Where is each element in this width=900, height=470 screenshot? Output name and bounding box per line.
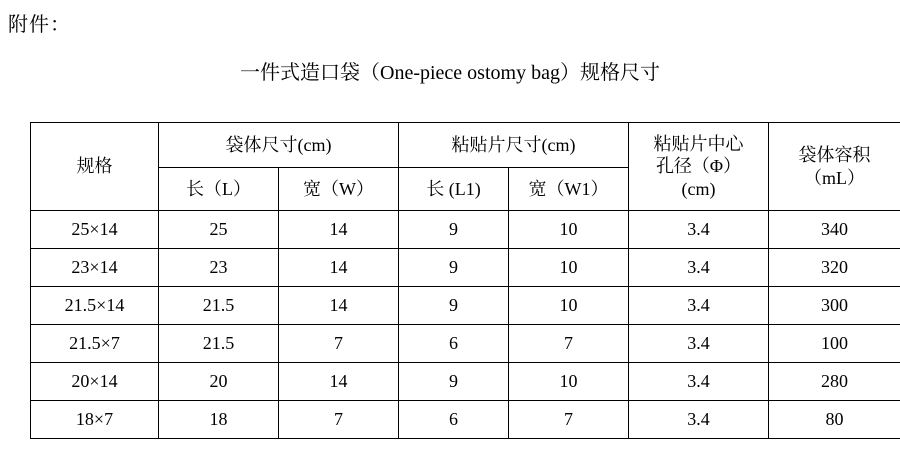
cell-spec: 18×7 — [31, 401, 159, 439]
table-header — [31, 123, 900, 211]
cell-width-w: 14 — [279, 287, 399, 325]
header-center-hole-line1: 粘贴片中心 — [653, 133, 744, 154]
cell-width-w: 14 — [279, 211, 399, 249]
cell-width-w: 14 — [279, 249, 399, 287]
cell-capacity: 300 — [769, 287, 900, 325]
cell-center-hole: 3.4 — [629, 401, 769, 439]
header-length-l1: 长 (L1) — [399, 168, 509, 211]
cell-length-l1: 9 — [399, 287, 509, 325]
table-row — [31, 325, 900, 363]
table-row — [31, 249, 900, 287]
cell-length-l: 23 — [159, 249, 279, 287]
cell-width-w1: 10 — [509, 211, 629, 249]
cell-center-hole: 3.4 — [629, 249, 769, 287]
table-row — [31, 363, 900, 401]
cell-width-w: 7 — [279, 325, 399, 363]
cell-length-l: 18 — [159, 401, 279, 439]
cell-spec: 21.5×7 — [31, 325, 159, 363]
specification-table — [30, 122, 900, 439]
header-capacity-line2: （mL） — [804, 167, 866, 188]
header-capacity-line1: 袋体容积 — [798, 145, 871, 165]
page-title: 一件式造口袋（One-piece ostomy bag）规格尺寸 — [240, 62, 660, 84]
cell-length-l: 20 — [159, 363, 279, 401]
cell-length-l1: 9 — [399, 363, 509, 401]
header-center-hole — [629, 123, 769, 211]
cell-spec: 25×14 — [31, 211, 159, 249]
cell-width-w1: 10 — [509, 287, 629, 325]
cell-length-l1: 9 — [399, 211, 509, 249]
header-spec: 规格 — [31, 123, 159, 211]
header-bag-size: 袋体尺寸(cm) — [159, 123, 399, 168]
cell-center-hole: 3.4 — [629, 211, 769, 249]
cell-width-w1: 10 — [509, 249, 629, 287]
header-adhesive-size: 粘贴片尺寸(cm) — [399, 123, 629, 168]
cell-length-l: 21.5 — [159, 325, 279, 363]
attachment-label: 附件： — [8, 14, 71, 36]
cell-width-w: 7 — [279, 401, 399, 439]
cell-capacity: 340 — [769, 211, 900, 249]
cell-capacity: 280 — [769, 363, 900, 401]
header-length-l: 长（L） — [159, 168, 279, 211]
header-capacity — [769, 123, 900, 211]
header-center-hole-line3: (cm) — [681, 178, 716, 199]
table-row — [31, 401, 900, 439]
header-width-w1: 宽（W1） — [509, 168, 629, 211]
cell-capacity: 320 — [769, 249, 900, 287]
cell-width-w1: 10 — [509, 363, 629, 401]
cell-center-hole: 3.4 — [629, 287, 769, 325]
cell-spec: 23×14 — [31, 249, 159, 287]
cell-length-l1: 6 — [399, 325, 509, 363]
spec-table-wrapper — [30, 122, 870, 439]
cell-capacity: 100 — [769, 325, 900, 363]
cell-width-w1: 7 — [509, 401, 629, 439]
table-row — [31, 211, 900, 249]
cell-length-l1: 6 — [399, 401, 509, 439]
header-width-w: 宽（W） — [279, 168, 399, 211]
table-body — [31, 211, 900, 439]
table-header-row-1 — [31, 123, 900, 168]
cell-center-hole: 3.4 — [629, 325, 769, 363]
header-center-hole-line2: 孔径（Φ） — [655, 156, 742, 177]
cell-width-w1: 7 — [509, 325, 629, 363]
cell-width-w: 14 — [279, 363, 399, 401]
cell-length-l1: 9 — [399, 249, 509, 287]
cell-length-l: 25 — [159, 211, 279, 249]
cell-length-l: 21.5 — [159, 287, 279, 325]
table-row — [31, 287, 900, 325]
cell-center-hole: 3.4 — [629, 363, 769, 401]
cell-spec: 20×14 — [31, 363, 159, 401]
cell-capacity: 80 — [769, 401, 900, 439]
cell-spec: 21.5×14 — [31, 287, 159, 325]
